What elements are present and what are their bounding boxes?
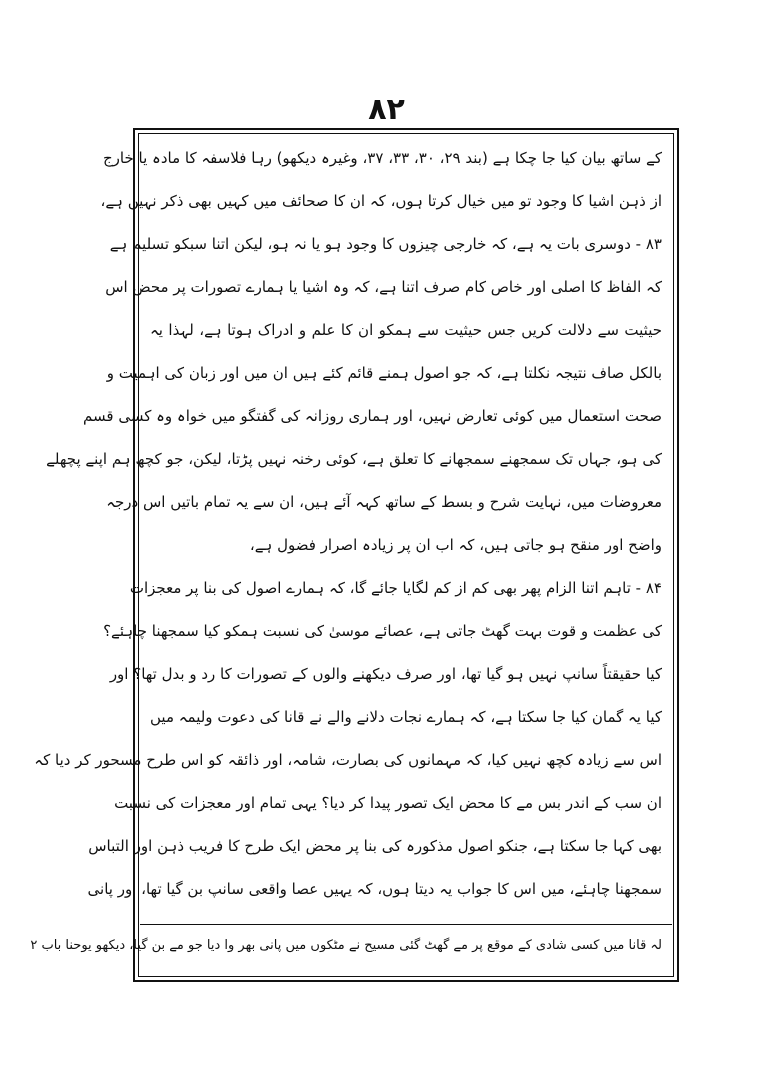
text-line-7: صحت استعمال میں کوئی تعارض نہیں، اور ہماری روزانہ کی گفتگو میں خواہ وہ کسی قسم (83, 407, 662, 425)
text-line-15: اس سے زیادہ کچھ نہیں کیا، کہ مہمانوں کی بصارت، شامہ، اور ذائقہ کو اس طرح مسحور کر دیا کہ (34, 751, 662, 769)
text-line-12: کی عظمت و قوت بہت گھٹ جاتی ہے، عصائے موسیٰ کی نسبت ہمکو کیا سمجھنا چاہئے؟ (103, 622, 662, 640)
text-line-13: کیا حقیقتاً سانپ نہیں ہو گیا تھا، اور صرف دیکھنے والوں کے تصورات کا رد و بدل تھا؟ اور (109, 665, 662, 683)
text-line-11: ۸۴ - تاہم اتنا الزام پھر بھی کم از کم لگایا جائے گا، کہ ہمارے اصول کی بنا پر معجزات (129, 579, 662, 597)
text-line-9: معروضات میں، نہایت شرح و بسط کے ساتھ کہہ آئے ہیں، ان سے یہ تمام باتیں اس درجہ (106, 493, 662, 511)
text-line-8: کی ہو، جہاں تک سمجھنے سمجھانے کا تعلق ہے، کوئی رخنہ نہیں پڑتا، لیکن، جو کچھ ہم اپنے پچھلے (46, 450, 662, 468)
text-line-1: کے ساتھ بیان کیا جا چکا ہے (بند ۲۹، ۳۰، ۳۳، ۳۷، وغیرہ دیکھو) رہا فلاسفہ کا مادہ یا خارج (103, 149, 662, 167)
text-line-6: بالکل صاف نتیجہ نکلتا ہے، کہ جو اصول ہمنے قائم کئے ہیں ان میں اور زبان کی اہمیت و (106, 364, 662, 382)
text-line-10: واضح اور منقح ہو جاتی ہیں، کہ اب ان پر زیادہ اصرار فضول ہے، (249, 536, 662, 554)
footnote-divider (140, 924, 672, 925)
page-number: ۸۲ (368, 92, 405, 127)
text-line-16: ان سب کے اندر بس مے کا محض ایک تصور پیدا کر دیا؟ یہی تمام اور معجزات کی نسبت (114, 794, 662, 812)
main-text-block (34, 140, 662, 920)
text-line-2: از ذہن اشیا کا وجود تو میں خیال کرتا ہوں، کہ ان کا صحائف میں کہیں بھی ذکر نہیں ہے، (100, 192, 662, 210)
text-line-3: ۸۳ - دوسری بات یہ ہے، کہ خارجی چیزوں کا وجود ہو یا نہ ہو، لیکن اتنا سبکو تسلیم ہے (109, 235, 662, 253)
text-line-4: کہ الفاظ کا اصلی اور خاص کام صرف اتنا ہے، کہ وہ اشیا یا ہمارے تصورات پر محض اس (105, 278, 662, 296)
footnote: لہ قانا میں کسی شادی کے موقع پر مے گھٹ گئی مسیح نے مٹکوں میں پانی بھر وا دیا جو مے بن گیا، دیکھو یوحنا باب ۲ (30, 938, 662, 953)
text-line-18: سمجھنا چاہئے، میں اس کا جواب یہ دیتا ہوں، کہ یہیں عصا واقعی سانپ بن گیا تھا، اور پانی (87, 880, 662, 898)
text-line-5: حیثیت سے دلالت کریں جس حیثیت سے ہمکو ان کا علم و ادراک ہوتا ہے، لہذا یہ (150, 321, 662, 339)
text-line-17: بھی کہا جا سکتا ہے، جنکو اصول مذکورہ کی بنا پر محض ایک طرح کا فریب ذہن اور التباس (88, 837, 662, 855)
text-line-14: کیا یہ گمان کیا جا سکتا ہے، کہ ہمارے نجات دلانے والے نے قانا کی دعوت ولیمہ میں (150, 708, 662, 726)
